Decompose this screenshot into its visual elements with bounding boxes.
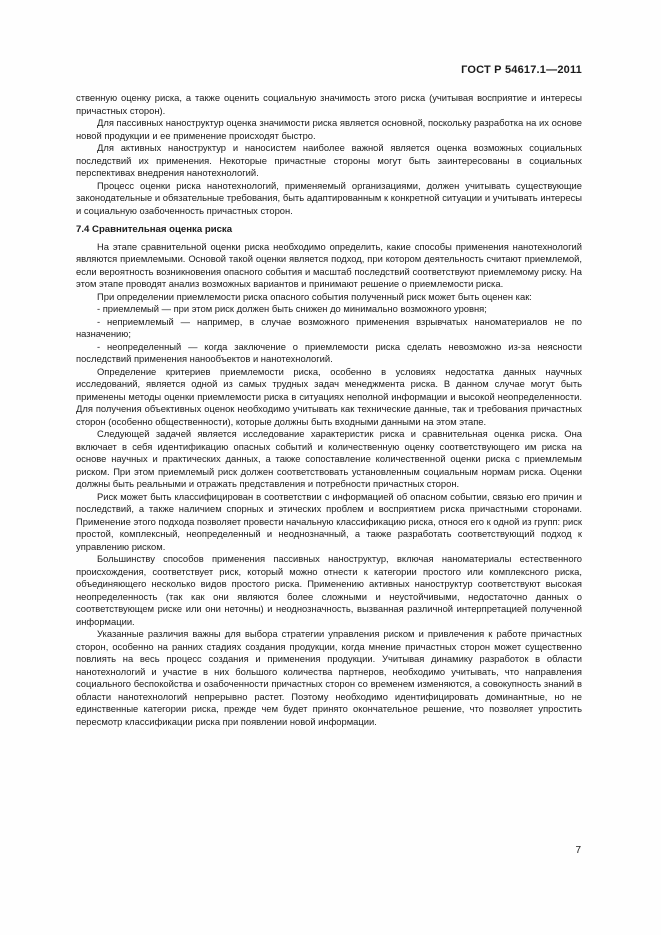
paragraph: Для активных наноструктур и наносистем наиболее важной является оценка возможных социальных последствий их применения. Некоторые причастные стороны могут быть заинтересованы в социальных перспективах внедрения нанотехнологий. [76,142,582,178]
list-item: - неопределенный — когда заключение о приемлемости риска сделать невозможно из-за неясности последствий применения нанообъектов и нанотехнологий. [76,340,582,364]
paragraph: Следующей задачей является исследование характеристик риска и сравнительная оценка риска. Она включает в себя идентификацию опасных событий и количественную оценку соответствующего им риска на основе научных и практических данных, а также сопоставление количественной оценки риска с приемлемым риском. При этом приемлемый риск должен соответствовать установленным социальным нормам риска. Оценки должны быть реальными и отражать представления и потребности причастных сторон. [76,428,582,489]
document-header: ГОСТ Р 54617.1—2011 [461,64,582,76]
paragraph: На этапе сравнительной оценки риска необходимо определить, какие способы применения нанотехнологий являются приемлемыми. Основой такой оценки является подход, при котором деятельность считают приемлемой, если вероятность возникновения опасного события и масштаб последствий соответствуют приемлемому риску. На этом этапе проводят анализ возможных вариантов и принимают решение о приемлемости риска. [76,240,582,289]
paragraph: Процесс оценки риска нанотехнологий, применяемый организациями, должен учитывать существующие законодательные и обязательные требования, быть адаптированным к конкретной ситуации и учитывать интересы и социальную озабоченность причастных сторон. [76,179,582,216]
list-item: - неприемлемый — например, в случае возможного применения взрывчатых наноматериалов не по назначению; [76,315,582,339]
paragraph: При определении приемлемости риска опасного события полученный риск может быть оценен как: [97,290,532,302]
section-number: 7.4 [76,224,90,235]
section-heading [76,224,582,237]
document-body [76,92,582,728]
paragraph: Для пассивных наноструктур оценка значимости риска является основной, поскольку разработка на их основе новой продукции и ее применение происходят быстро. [76,117,582,141]
list-item: - приемлемый — при этом риск должен быть снижен до минимально возможного уровня; [97,303,487,314]
paragraph: ственную оценку риска, а также оценить социальную значимость этого риска (учитывая восприятие и интересы причастных сторон). [76,92,582,116]
paragraph: Большинству способов применения пассивных наноструктур, включая наноматериалы естественного происхождения, соответствует риск, который можно отнести к категории простого или комплексного риска, объединяющего несколько видов простого риска. Применению активных наноструктур соответствуют высокая неопределенность (так как они являются более сложными и неустойчивыми, недостаточно данных о соответствующем риске или они неточны) и неоднозначность, вызванная различной интерпретацией полученной информации. [76,553,582,627]
section-title: Сравнительная оценка риска [92,224,233,235]
paragraph: Указанные различия важны для выбора стратегии управления риском и привлечения к работе причастных сторон, особенно на ранних стадиях создания продукции, когда мнение причастных сторон может существенно повлиять на весь процесс создания и применения продукции. Учитывая динамику разработок в области нанотехнологий и участие в них большого количества партнеров, необходимо учитывать, что направления социального беспокойства и озабоченности причастных сторон со временем изменяются, а совокупность знаний в области нанотехнологий непрерывно растет. Поэтому необходимо идентифицировать доминантные, но не единственные категории риска, прежде чем будет принято окончательное решение, что позволяет упростить пересмотр классификации риска при появлении новой информации. [76,628,582,727]
paragraph: Определение критериев приемлемости риска, особенно в условиях недостатка данных научных исследований, является одной из самых трудных задач менеджмента риска. В данном случае могут быть применены методы оценки приемлемости риска в ситуациях неполной информации и высокой неопределенности. Для получения объективных оценок необходимо учитывать как технические данные, так и требования причастных сторон (особенно общественности), которые должны быть входными данными на этом этапе. [76,365,582,427]
page-number: 7 [575,845,581,856]
paragraph: Риск может быть классифицирован в соответствии с информацией об опасном событии, связью его причин и последствий, а также наличием спорных и этических проблем и восприятием риска причастными сторонами. Применение этого подхода позволяет провести начальную классификацию риска, относя его к одной из групп: риск простой, комплексный, неопределенный и неоднозначный, а также разработать соответствующий подход к управлению риском. [76,490,582,552]
